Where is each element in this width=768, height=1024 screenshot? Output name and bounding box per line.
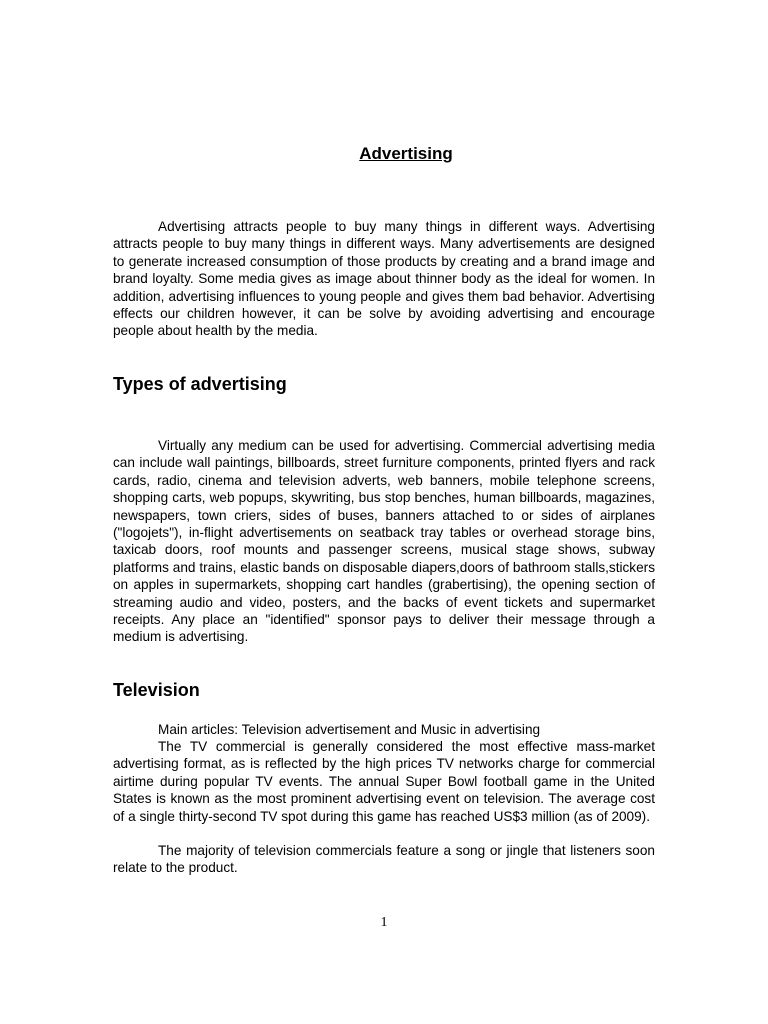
page-number: 1 bbox=[380, 915, 388, 930]
types-of-advertising-paragraph: Virtually any medium can be used for advertising. Commercial advertising media can include wall paintings, billboards, street furniture components, printed flyers and rack cards, radio, cinema and television adverts, web banners, mobile telephone screens, shopping carts, web popups, skywriting, bus stop benches, human billboards, magazines, newspapers, town criers, sides of buses, banners attached to or sides of airplanes ("logojets"), in-flight advertisements on seatback tray tables or overhead storage bins, taxicab doors, roof mounts and passenger screens, musical stage shows, subway platforms and trains, elastic bands on disposable diapers,doors of bathroom stalls,stickers on apples in supermarkets, shopping cart handles (grabertising), the opening section of streaming audio and video, posters, and the backs of event tickets and supermarket receipts. Any place an "identified" sponsor pays to deliver their message through a medium is advertising. bbox=[113, 438, 655, 645]
types-of-advertising-heading: Types of advertising bbox=[113, 374, 287, 394]
television-paragraph-1: The TV commercial is generally considered the most effective mass-market advertising format, as is reflected by the high prices TV networks charge for commercial airtime during popular TV events. The annual Super Bowl football game in the United States is known as the most prominent advertising event on television. The average cost of a single thirty-second TV spot during this game has reached US$3 million (as of 2009). bbox=[113, 739, 655, 824]
television-main-articles: Main articles: Television advertisement and Music in advertising bbox=[158, 722, 541, 737]
document-title: Advertising bbox=[359, 144, 453, 163]
television-paragraph-2: The majority of television commercials feature a song or jingle that listeners soon relate to the product. bbox=[113, 843, 655, 876]
television-heading: Television bbox=[113, 680, 200, 700]
intro-paragraph: Advertising attracts people to buy many things in different ways. Advertising attracts people to buy many things in different ways. Many advertisements are designed to generate increased consumption of those products by creating and a brand image and brand loyalty. Some media gives as image about thinner body as the ideal for women. In addition, advertising influences to young people and gives them bad behavior. Advertising effects our children however, it can be solve by avoiding advertising and encourage people about health by the media. bbox=[113, 219, 655, 339]
